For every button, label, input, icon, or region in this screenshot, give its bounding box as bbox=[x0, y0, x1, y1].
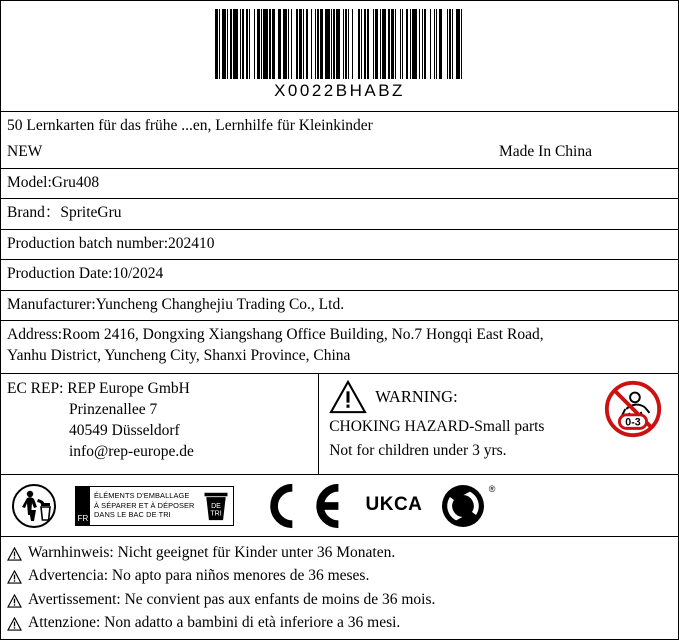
svg-text:DE: DE bbox=[210, 502, 221, 510]
ec-rep-name: REP Europe GmbH bbox=[67, 380, 190, 398]
ec-rep-label: EC REP: bbox=[7, 380, 64, 398]
warning-text-fr: Avertissement: Ne convient pas aux enfants de moins de 36 mois. bbox=[28, 590, 436, 608]
green-dot-icon bbox=[440, 483, 496, 529]
triman-sorting-icon bbox=[75, 486, 234, 526]
origin-text: Made In China bbox=[499, 143, 592, 161]
triman-text-line-1: ÉLÉMENTS D'EMBALLAGE bbox=[94, 491, 190, 501]
rep-warning-section bbox=[1, 374, 678, 475]
model-row: Model:Gru408 bbox=[1, 169, 678, 199]
compliance-symbols bbox=[1, 475, 678, 537]
condition-origin-row bbox=[1, 138, 678, 168]
ukca-line-2: CA bbox=[393, 494, 423, 516]
green-dot-registered-mark: ® bbox=[488, 483, 496, 494]
multilingual-warnings bbox=[1, 537, 678, 634]
age-badge-text: 0-3 bbox=[625, 416, 641, 429]
warning-line-fr bbox=[7, 588, 672, 611]
warning-triangle-icon bbox=[329, 380, 367, 414]
product-title: 50 Lernkarten für das frühe ...en, Lernhilfe für Kleinkinder bbox=[7, 117, 373, 134]
ec-rep-city: 40549 Düsseldorf bbox=[69, 422, 180, 440]
warning-line-1: CHOKING HAZARD-Small parts bbox=[329, 418, 545, 436]
production-date-row: Production Date:10/2024 bbox=[1, 260, 678, 290]
brand-row: Brand：SpriteGru bbox=[1, 199, 678, 229]
batch-row: Production batch number:202410 bbox=[1, 230, 678, 260]
address-line-2: Yanhu District, Yuncheng City, Shanxi Province, China bbox=[7, 347, 351, 365]
triman-text-line-3: DANS LE BAC DE TRI bbox=[94, 510, 171, 520]
triman-fr-tab: FR bbox=[76, 487, 90, 525]
no-children-under-3-icon bbox=[602, 378, 664, 440]
warning-text-es: Advertencia: No apto para niños menores de 36 meses. bbox=[28, 567, 370, 585]
condition-text: NEW bbox=[7, 143, 43, 161]
tidyman-icon bbox=[11, 483, 57, 529]
address-row bbox=[1, 321, 678, 374]
triman-text bbox=[90, 487, 199, 525]
ukca-line-1: UK bbox=[365, 494, 394, 516]
svg-text:TRI: TRI bbox=[209, 510, 222, 518]
ec-rep-block bbox=[1, 374, 319, 474]
warning-text-it: Attenzione: Non adatto a bambini di età inferiore a 36 mesi. bbox=[28, 613, 401, 631]
ukca-mark-icon bbox=[366, 496, 423, 515]
ec-rep-label-line bbox=[7, 378, 312, 399]
ec-rep-street: Prinzenallee 7 bbox=[69, 401, 158, 419]
warning-triangle-small-icon bbox=[7, 568, 22, 582]
triman-text-line-2: À SÉPARER ET À DÉPOSER bbox=[94, 500, 195, 510]
warning-line-it bbox=[7, 611, 672, 634]
warning-triangle-small-icon bbox=[7, 615, 22, 629]
warning-text-de: Warnhinweis: Nicht geeignet für Kinder unter 36 Monaten. bbox=[28, 544, 396, 562]
manufacturer-row: Manufacturer:Yuncheng Changhejiu Trading Co., Ltd. bbox=[1, 291, 678, 321]
triman-bin-icon bbox=[199, 487, 233, 525]
warning-heading: WARNING: bbox=[375, 387, 458, 407]
warning-triangle-small-icon bbox=[7, 592, 22, 606]
ec-rep-email: info@rep-europe.de bbox=[69, 443, 194, 461]
barcode-number: X0022BHABZ bbox=[274, 81, 405, 100]
address-line-1: Address:Room 2416, Dongxing Xiangshang Office Building, No.7 Hongqi East Road, bbox=[7, 326, 544, 344]
warning-line-de bbox=[7, 541, 672, 564]
warning-block bbox=[319, 374, 678, 474]
warning-line-2: Not for children under 3 yrs. bbox=[329, 441, 507, 459]
barcode-image bbox=[215, 9, 464, 79]
warning-line-es bbox=[7, 564, 672, 587]
warning-triangle-small-icon bbox=[7, 545, 22, 559]
ce-mark-icon bbox=[252, 482, 348, 530]
barcode-section bbox=[1, 1, 678, 112]
